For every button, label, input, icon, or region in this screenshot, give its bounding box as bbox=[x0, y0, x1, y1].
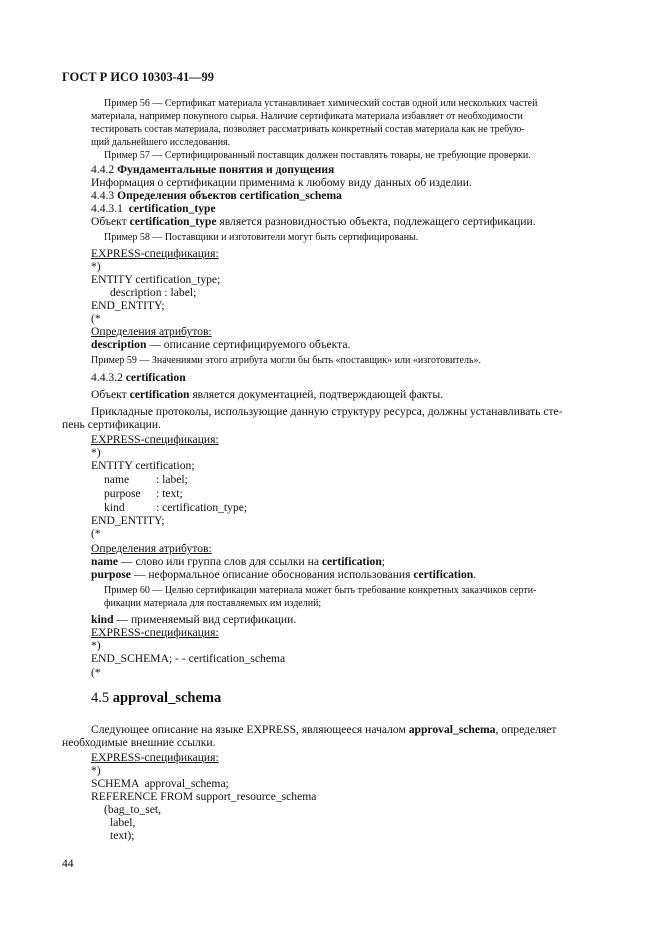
comment-close: *) bbox=[91, 446, 101, 459]
express-spec-label: EXPRESS-спецификация: bbox=[91, 751, 219, 764]
comment-close: *) bbox=[91, 764, 101, 777]
section-4-4-3-2-heading bbox=[91, 372, 186, 384]
example-56-line-2: материала, например покупного сырья. Наличие сертификата материала избавляет от необходимости bbox=[91, 111, 523, 122]
section-4-4-2-text: Информация о сертификации применима к любому виду данных об изделии. bbox=[91, 176, 472, 189]
entity-end: END_ENTITY; bbox=[91, 514, 165, 527]
entity-declaration: ENTITY certification; bbox=[91, 459, 195, 472]
express-spec-label: EXPRESS-спецификация: bbox=[91, 247, 219, 260]
comment-close: *) bbox=[91, 639, 101, 652]
attribute-description-definition: description — описание сертифицируемого объекта. bbox=[91, 338, 351, 351]
reference-item: (bag_to_set, bbox=[104, 803, 161, 816]
example-60-line-2: фикации материала для поставляемых им изделий; bbox=[104, 598, 322, 609]
section-number: 4.4.3 bbox=[91, 189, 118, 202]
attribute-kind-definition: kind — применяемый вид сертификации. bbox=[91, 613, 297, 626]
express-spec-label: EXPRESS-спецификация: bbox=[91, 626, 219, 639]
reference-item: label, bbox=[110, 816, 136, 829]
section-4-5-text-line-2: необходимые внешние ссылки. bbox=[62, 736, 216, 749]
section-title: certification bbox=[125, 371, 186, 384]
entity-declaration: ENTITY certification_type; bbox=[91, 273, 221, 286]
protocols-paragraph-line-2: пень сертификации. bbox=[62, 418, 161, 431]
section-4-5-heading bbox=[91, 691, 221, 706]
section-4-4-3-2-text: Объект certification является документацией, подтверждающей факты. bbox=[91, 388, 444, 401]
entity-attribute-name: name bbox=[104, 473, 130, 486]
document-header: ГОСТ Р ИСО 10303-41—99 bbox=[62, 70, 214, 84]
section-4-4-3-heading bbox=[91, 190, 342, 202]
attribute-purpose-definition: purpose — неформальное описание обоснования использования certification. bbox=[91, 568, 477, 581]
protocols-paragraph-line-1: Прикладные протоколы, использующие данную структуру ресурса, должны устанавливать сте- bbox=[91, 405, 563, 418]
example-59: Пример 59 — Значениями этого атрибута могли бы быть «поставщик» или «изготовитель». bbox=[91, 355, 482, 366]
entity-attribute-name: kind bbox=[104, 501, 125, 514]
example-57: Пример 57 — Сертифицированный поставщик должен поставлять товары, не требующие проверки. bbox=[104, 150, 531, 161]
example-56-line-3: тестировать состав материала, позволяет рассматривать конкретный состав материала как не требую- bbox=[91, 124, 525, 135]
schema-declaration: SCHEMA approval_schema; bbox=[91, 777, 229, 790]
section-title: Определения объектов certification_schema bbox=[117, 189, 342, 202]
section-title: certification_type bbox=[128, 202, 216, 215]
section-4-4-3-1-heading bbox=[91, 203, 216, 215]
section-4-4-3-1-text: Объект certification_type является разновидностью объекта, подлежащего сертификации. bbox=[91, 215, 536, 228]
comment-open: (* bbox=[91, 666, 101, 679]
entity-end: END_ENTITY; bbox=[91, 299, 165, 312]
example-56-line-4: щий дальнейшего исследования. bbox=[91, 137, 231, 148]
section-number: 4.5 bbox=[91, 690, 113, 706]
end-schema: END_SCHEMA; - - certification_schema bbox=[91, 652, 286, 665]
example-58: Пример 58 — Поставщики и изготовители могут быть сертифицированы. bbox=[104, 232, 419, 243]
attribute-definitions-label: Определения атрибутов: bbox=[91, 325, 212, 338]
reference-item: text); bbox=[110, 829, 135, 842]
entity-attribute-type: : certification_type; bbox=[156, 501, 248, 514]
attribute-definitions-label: Определения атрибутов: bbox=[91, 542, 212, 555]
page-number: 44 bbox=[62, 857, 74, 870]
section-number: 4.4.2 bbox=[91, 163, 118, 176]
attribute-name-definition: name — слово или группа слов для ссылки на certification; bbox=[91, 555, 385, 568]
section-4-5-text-line-1: Следующее описание на языке EXPRESS, являющееся началом approval_schema, определяет bbox=[91, 723, 557, 736]
section-number: 4.4.3.1 bbox=[91, 202, 129, 215]
section-number: 4.4.3.2 bbox=[91, 371, 126, 384]
example-60-line-1: Пример 60 — Целью сертификации материала может быть требование конкретных заказчиков серти- bbox=[104, 585, 537, 596]
express-spec-label: EXPRESS-спецификация: bbox=[91, 433, 219, 446]
entity-attribute: description : label; bbox=[110, 286, 197, 299]
comment-open: (* bbox=[91, 312, 101, 325]
entity-attribute-name: purpose bbox=[104, 487, 141, 500]
entity-attribute-type: : text; bbox=[156, 487, 183, 500]
section-4-4-2-heading bbox=[91, 164, 334, 176]
section-title: approval_schema bbox=[112, 690, 222, 706]
comment-close: *) bbox=[91, 260, 101, 273]
comment-open: (* bbox=[91, 527, 101, 540]
example-56-line-1: Пример 56 — Сертификат материала устанавливает химический состав одной или нескольких частей bbox=[104, 98, 538, 109]
section-title: Фундаментальные понятия и допущения bbox=[117, 163, 335, 176]
reference-from: REFERENCE FROM support_resource_schema bbox=[91, 790, 317, 803]
entity-attribute-type: : label; bbox=[156, 473, 188, 486]
